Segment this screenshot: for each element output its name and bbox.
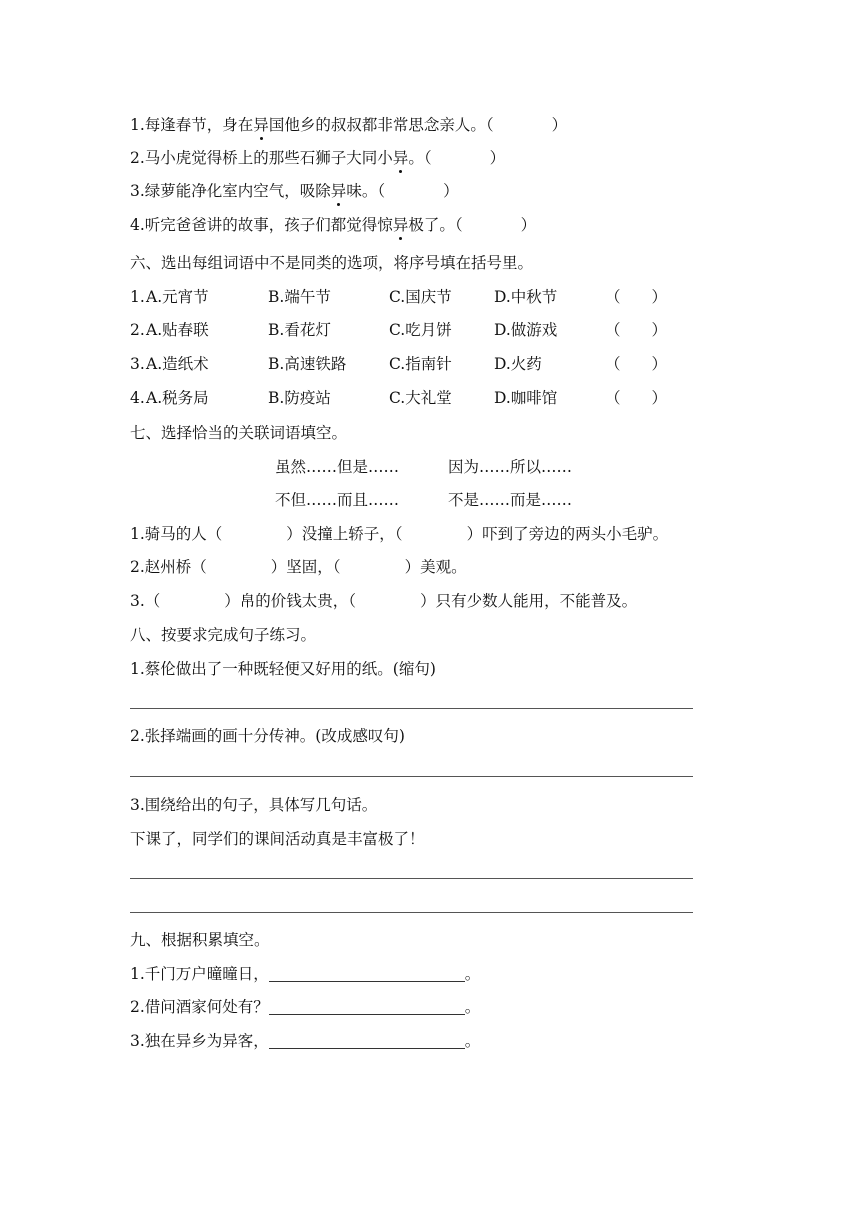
s7-item-2: 2.赵州桥（ ）坚固，（ ）美观。 — [130, 558, 467, 576]
answer-paren[interactable]: （ ） — [605, 321, 668, 339]
connective-option: 虽然……但是…… — [275, 458, 400, 476]
answer-paren[interactable]: （ ） — [605, 355, 668, 373]
connective-option: 不但……而且…… — [275, 491, 400, 509]
connective-option: 因为……所以…… — [448, 458, 573, 476]
s9-item-3: 3.独在异乡为异客， 。 — [130, 1032, 481, 1050]
answer-line[interactable] — [130, 776, 693, 777]
dotted-char: 异 — [330, 182, 347, 200]
dotted-char: 异 — [392, 216, 409, 234]
fill-blank[interactable] — [269, 998, 465, 1015]
s7-item-3: 3.（ ）帛的价钱太贵，（ ）只有少数人能用，不能普及。 — [130, 592, 638, 610]
s5-item-3: 3.绿萝能净化室内空气，吸除异味。（ ） — [130, 182, 459, 200]
s5-item-2: 2.马小虎觉得桥上的那些石狮子大同小异。（ ） — [130, 149, 506, 167]
worksheet-page: 1.每逢春节，身在异国他乡的叔叔都非常思念亲人。（ ） 2.马小虎觉得桥上的那些石狮子大同小异。（ ） 3.绿萝能净化室内空气，吸除异味。（ ） 4.听完爸爸讲的故事，孩子们都觉得惊异极了。（ ） 六、选出每组词语中不是同类的选项，将序号填在括号里。 1. A.元宵节 B.端午节 C.国庆节 D.中秋节 （ ） 2. A.贴春联 B.看花灯 C.吃月饼 D.做游戏 （ ） 3. A.造纸术 B.高速铁路 C.指南针 D.火药 （ ） 4. A.税务局 B.防疫站 C.大礼堂 D.咖啡馆 （ ） 七、选择恰当的关联词语填空。 虽然……但是…… 因为……所以…… 不但……而且…… 不是……而是…… 1.骑马的人（ ）没撞上轿子，（ ）吓到了旁边的两头小毛驴。 2.赵州桥（ ）坚固，（ ）美观。 3.（ ）帛的价钱太贵，（ ）只有少数人能用，不能普及。 八、按要求完成句子练习。 1.蔡伦做出了一种既轻便又好用的纸。(缩句) 2.张择端画的画十分传神。(改成感叹句) 3.围绕给出的句子，具体写几句话。 下课了，同学们的课间活动真是丰富极了！ 九、根据积累填空。 1.千门万户曈曈日， 。 2.借问酒家何处有？ 。 3.独在异乡为异客， 。 — [0, 0, 860, 1216]
fill-blank[interactable] — [269, 1032, 465, 1049]
answer-paren[interactable]: （ ） — [605, 389, 668, 407]
dotted-char: 异 — [392, 149, 409, 167]
s8-given-sentence: 下课了，同学们的课间活动真是丰富极了！ — [130, 830, 425, 848]
answer-paren[interactable]: （ ） — [605, 288, 668, 306]
dotted-char: 异 — [253, 116, 269, 134]
section6-heading: 六、选出每组词语中不是同类的选项，将序号填在括号里。 — [130, 254, 534, 272]
fill-blank[interactable] — [269, 965, 465, 982]
s8-question-1: 1.蔡伦做出了一种既轻便又好用的纸。(缩句) — [130, 660, 436, 678]
s9-item-2: 2.借问酒家何处有？ 。 — [130, 998, 481, 1016]
s9-item-1: 1.千门万户曈曈日， 。 — [130, 965, 481, 983]
s8-question-3: 3.围绕给出的句子，具体写几句话。 — [130, 796, 378, 814]
s7-item-1: 1.骑马的人（ ）没撞上轿子，（ ）吓到了旁边的两头小毛驴。 — [130, 525, 669, 543]
answer-line[interactable] — [130, 912, 693, 913]
s5-item-4: 4.听完爸爸讲的故事，孩子们都觉得惊异极了。（ ） — [130, 216, 537, 234]
s5-item-1: 1.每逢春节，身在异国他乡的叔叔都非常思念亲人。（ ） — [130, 116, 568, 134]
s8-question-2: 2.张择端画的画十分传神。(改成感叹句) — [130, 727, 405, 745]
section9-heading: 九、根据积累填空。 — [130, 931, 270, 949]
section8-heading: 八、按要求完成句子练习。 — [130, 626, 317, 644]
answer-line[interactable] — [130, 708, 693, 709]
connective-option: 不是……而是…… — [448, 491, 573, 509]
answer-line[interactable] — [130, 878, 693, 879]
section7-heading: 七、选择恰当的关联词语填空。 — [130, 424, 348, 442]
